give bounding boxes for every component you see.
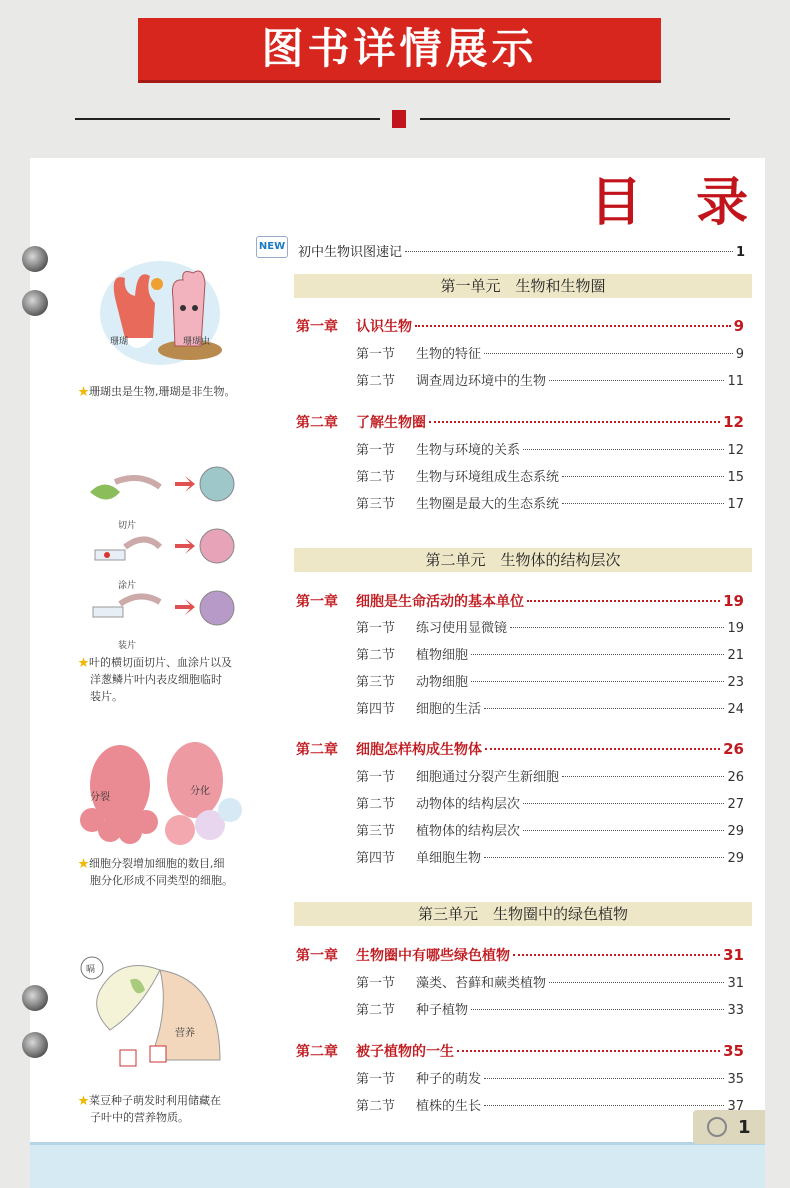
chapter-entry[interactable]: 第一章 细胞是生命活动的基本单位 19 bbox=[296, 592, 744, 610]
new-badge: NEW bbox=[256, 236, 288, 258]
chapter-entry[interactable]: 第二章 被子植物的一生 35 bbox=[296, 1042, 744, 1060]
divider-left bbox=[75, 118, 380, 120]
slides-illustration bbox=[85, 462, 235, 632]
intro-page: 1 bbox=[735, 245, 745, 260]
seed-illustration bbox=[80, 950, 230, 1085]
chapter-entry[interactable]: 第一章 生物圈中有哪些绿色植物 31 bbox=[296, 946, 744, 964]
intro-label: 初中生物识图速记 bbox=[298, 245, 403, 260]
page-footer bbox=[30, 1142, 765, 1188]
section-entry[interactable]: 第一节 生物的特征 9 bbox=[356, 347, 744, 362]
section-entry[interactable]: 第一节 藻类、苔藓和蕨类植物 31 bbox=[356, 976, 744, 991]
division-label: 分裂 bbox=[90, 792, 110, 803]
binder-ring-icon bbox=[22, 246, 48, 272]
slides-caption: ★叶的横切面切片、血涂片以及 洋葱鳞片叶内表皮细胞临时 装片。 bbox=[78, 656, 232, 703]
chapter-entry[interactable]: 第一章 认识生物 9 bbox=[296, 317, 744, 335]
section-entry[interactable]: 第二节 植株的生长 37 bbox=[356, 1099, 744, 1114]
section-entry[interactable]: 第二节 调查周边环境中的生物 11 bbox=[356, 374, 744, 389]
section-entry[interactable]: 第一节 细胞通过分裂产生新细胞 26 bbox=[356, 770, 744, 785]
toc-title: 目 录 bbox=[590, 172, 767, 233]
page-number: 1 bbox=[738, 1117, 751, 1138]
unit-heading: 第二单元 生物体的结构层次 bbox=[294, 548, 752, 572]
chapter-entry[interactable]: 第二章 了解生物圈 12 bbox=[296, 413, 744, 431]
star-icon: ★ bbox=[78, 1094, 89, 1107]
mount-label: 装片 bbox=[118, 641, 137, 651]
coral-illustration bbox=[95, 258, 225, 373]
section-entry[interactable]: 第四节 细胞的生活 24 bbox=[356, 702, 744, 717]
cells-caption: ★细胞分裂增加细胞的数目,细 胞分化形成不同类型的细胞。 bbox=[78, 857, 233, 887]
section-entry[interactable]: 第二节 生物与环境组成生态系统 15 bbox=[356, 470, 744, 485]
star-icon: ★ bbox=[78, 656, 89, 669]
section-entry[interactable]: 第二节 动物体的结构层次 27 bbox=[356, 797, 744, 812]
smear-label: 涂片 bbox=[118, 581, 137, 591]
section-entry[interactable]: 第四节 单细胞生物 29 bbox=[356, 851, 744, 866]
coral-label: 珊瑚 bbox=[110, 337, 129, 347]
section-entry[interactable]: 第二节 植物细胞 21 bbox=[356, 648, 744, 663]
binder-ring-icon bbox=[22, 985, 48, 1011]
toc-intro-entry[interactable] bbox=[298, 241, 745, 260]
footer-stripe bbox=[30, 1142, 765, 1145]
section-entry[interactable]: 第三节 动物细胞 23 bbox=[356, 675, 744, 690]
smile-icon bbox=[707, 1117, 727, 1137]
divider-right bbox=[420, 118, 730, 120]
section-entry[interactable]: 第二节 种子植物 33 bbox=[356, 1003, 744, 1018]
section-entry[interactable]: 第三节 生物圈是最大的生态系统 17 bbox=[356, 497, 744, 512]
unit-heading: 第一单元 生物和生物圈 bbox=[294, 274, 752, 298]
section-entry[interactable]: 第一节 练习使用显微镜 19 bbox=[356, 621, 744, 636]
banner-title: 图书详情展示 bbox=[261, 24, 538, 73]
bubble-label: 嗝 bbox=[86, 965, 96, 975]
binder-ring-icon bbox=[22, 290, 48, 316]
dot-leader bbox=[405, 251, 733, 252]
coral-polyp-label: 珊瑚虫 bbox=[183, 337, 211, 347]
page-tab bbox=[693, 1110, 765, 1144]
nutrition-label: 营养 bbox=[175, 1028, 195, 1039]
section-entry[interactable]: 第一节 种子的萌发 35 bbox=[356, 1072, 744, 1087]
star-icon: ★ bbox=[78, 385, 89, 398]
seed-caption: ★菜豆种子萌发时利用储藏在 子叶中的营养物质。 bbox=[78, 1094, 221, 1124]
section-entry[interactable]: 第三节 植物体的结构层次 29 bbox=[356, 824, 744, 839]
star-icon: ★ bbox=[78, 857, 89, 870]
chapter-entry[interactable]: 第二章 细胞怎样构成生物体 26 bbox=[296, 740, 744, 758]
differentiation-label: 分化 bbox=[190, 786, 210, 797]
cut-label: 切片 bbox=[118, 521, 137, 531]
section-entry[interactable]: 第一节 生物与环境的关系 12 bbox=[356, 443, 744, 458]
coral-caption: ★珊瑚虫是生物,珊瑚是非生物。 bbox=[78, 385, 236, 398]
divider-mark bbox=[392, 110, 406, 128]
binder-ring-icon bbox=[22, 1032, 48, 1058]
unit-heading: 第三单元 生物圈中的绿色植物 bbox=[294, 902, 752, 926]
